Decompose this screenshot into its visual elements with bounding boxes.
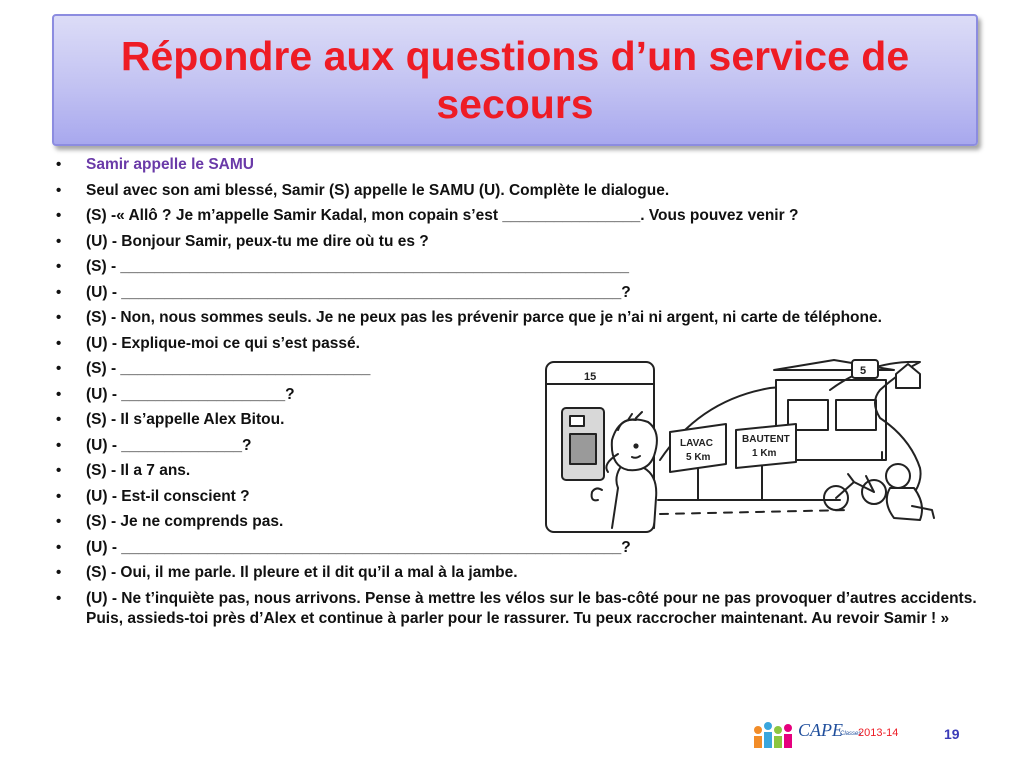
- road-number-label: 5: [860, 365, 867, 377]
- bullet: •: [56, 513, 62, 530]
- list-item: [50, 538, 980, 558]
- bullet: •: [56, 564, 62, 581]
- list-item: [50, 308, 980, 328]
- list-item: [50, 181, 980, 201]
- slide-title: Répondre aux questions d’un service de secours: [120, 33, 910, 127]
- bicycle: [824, 474, 886, 510]
- bullet: •: [56, 156, 62, 173]
- bullet: •: [56, 411, 62, 428]
- list-item-text: (U) - Ne t’inquiète pas, nous arrivons. Pense à mettre les vélos sur le bas-côté pour ne pas provoquer d’autres accidents. Puis, assieds-toi près d’Alex et continue à parler pour le rassurer. Tu peux raccrocher maintenant. Au revoir Samir ! »: [86, 589, 981, 627]
- bullet: •: [56, 334, 62, 352]
- bullet: •: [56, 283, 62, 301]
- bullet: •: [56, 589, 62, 607]
- bullet: •: [56, 258, 62, 275]
- logo-text: CAPE: [798, 720, 843, 740]
- sign-left-line1: LAVAC: [680, 438, 713, 449]
- list-item-text: (S) - Il a 7 ans.: [86, 462, 191, 479]
- injured-child: [886, 464, 934, 520]
- sign-left-line2: 5 Km: [686, 452, 711, 463]
- children-figures-icon: [754, 722, 792, 748]
- title-banner: [52, 14, 978, 146]
- list-item-text: (U) - Explique-moi ce qui s’est passé.: [86, 334, 360, 352]
- list-item-text: (S) -« Allô ? Je m’appelle Samir Kadal, mon copain s’est ________________. Vous pouvez venir ?: [86, 207, 799, 224]
- sign-right-line1: BAUTENT: [742, 434, 790, 445]
- list-item-text: (U) - Bonjour Samir, peux-tu me dire où tu es ?: [86, 232, 429, 250]
- road-dash: [660, 510, 850, 514]
- bullet: •: [56, 385, 62, 403]
- list-item-text: (S) - _____________________________: [86, 360, 371, 377]
- list-item-text: (S) - Je ne comprends pas.: [86, 513, 284, 530]
- list-item: [50, 206, 980, 226]
- list-item-text: (S) - Il s’appelle Alex Bitou.: [86, 411, 285, 428]
- list-item-text: (U) - __________________________________________________________?: [86, 283, 631, 301]
- bullet: •: [56, 436, 62, 454]
- logo-subtext: Classes: [840, 731, 862, 737]
- bullet: •: [56, 207, 62, 224]
- list-item: [50, 283, 980, 303]
- bullet: •: [56, 181, 62, 199]
- bullet: •: [56, 538, 62, 556]
- list-item: [50, 589, 980, 629]
- list-item-text: (U) - ______________?: [86, 436, 252, 454]
- list-item-text: (S) - Non, nous sommes seuls. Je ne peux pas les prévenir parce que je n’ai ni argent, ni carte de téléphone.: [86, 309, 882, 326]
- list-item-text: (U) - __________________________________________________________?: [86, 538, 631, 556]
- list-item: [50, 257, 980, 277]
- phone-booth-illustration: [540, 350, 950, 540]
- list-item: [50, 563, 980, 583]
- school-year: 2013-14: [858, 727, 899, 739]
- sign-right-line2: 1 Km: [752, 448, 777, 459]
- list-item-text: (U) - Est-il conscient ?: [86, 487, 250, 505]
- bullet: •: [56, 487, 62, 505]
- list-item: [50, 155, 980, 175]
- page-number: 19: [944, 726, 960, 742]
- house: [896, 364, 920, 388]
- phone-number-label: 15: [584, 371, 597, 383]
- bullet: •: [56, 232, 62, 250]
- list-item-text: Seul avec son ami blessé, Samir (S) appelle le SAMU (U). Complète le dialogue.: [86, 181, 670, 199]
- bullet: •: [56, 309, 62, 326]
- list-item-text: (S) - Oui, il me parle. Il pleure et il dit qu’il a mal à la jambe.: [86, 564, 518, 581]
- list-item-text: (S) - ___________________________________________________________: [86, 258, 630, 275]
- bullet: •: [56, 360, 62, 377]
- list-item-text: (U) - ___________________?: [86, 385, 295, 403]
- list-item: [50, 232, 980, 252]
- bullet: •: [56, 462, 62, 479]
- list-item-text: Samir appelle le SAMU: [86, 156, 254, 173]
